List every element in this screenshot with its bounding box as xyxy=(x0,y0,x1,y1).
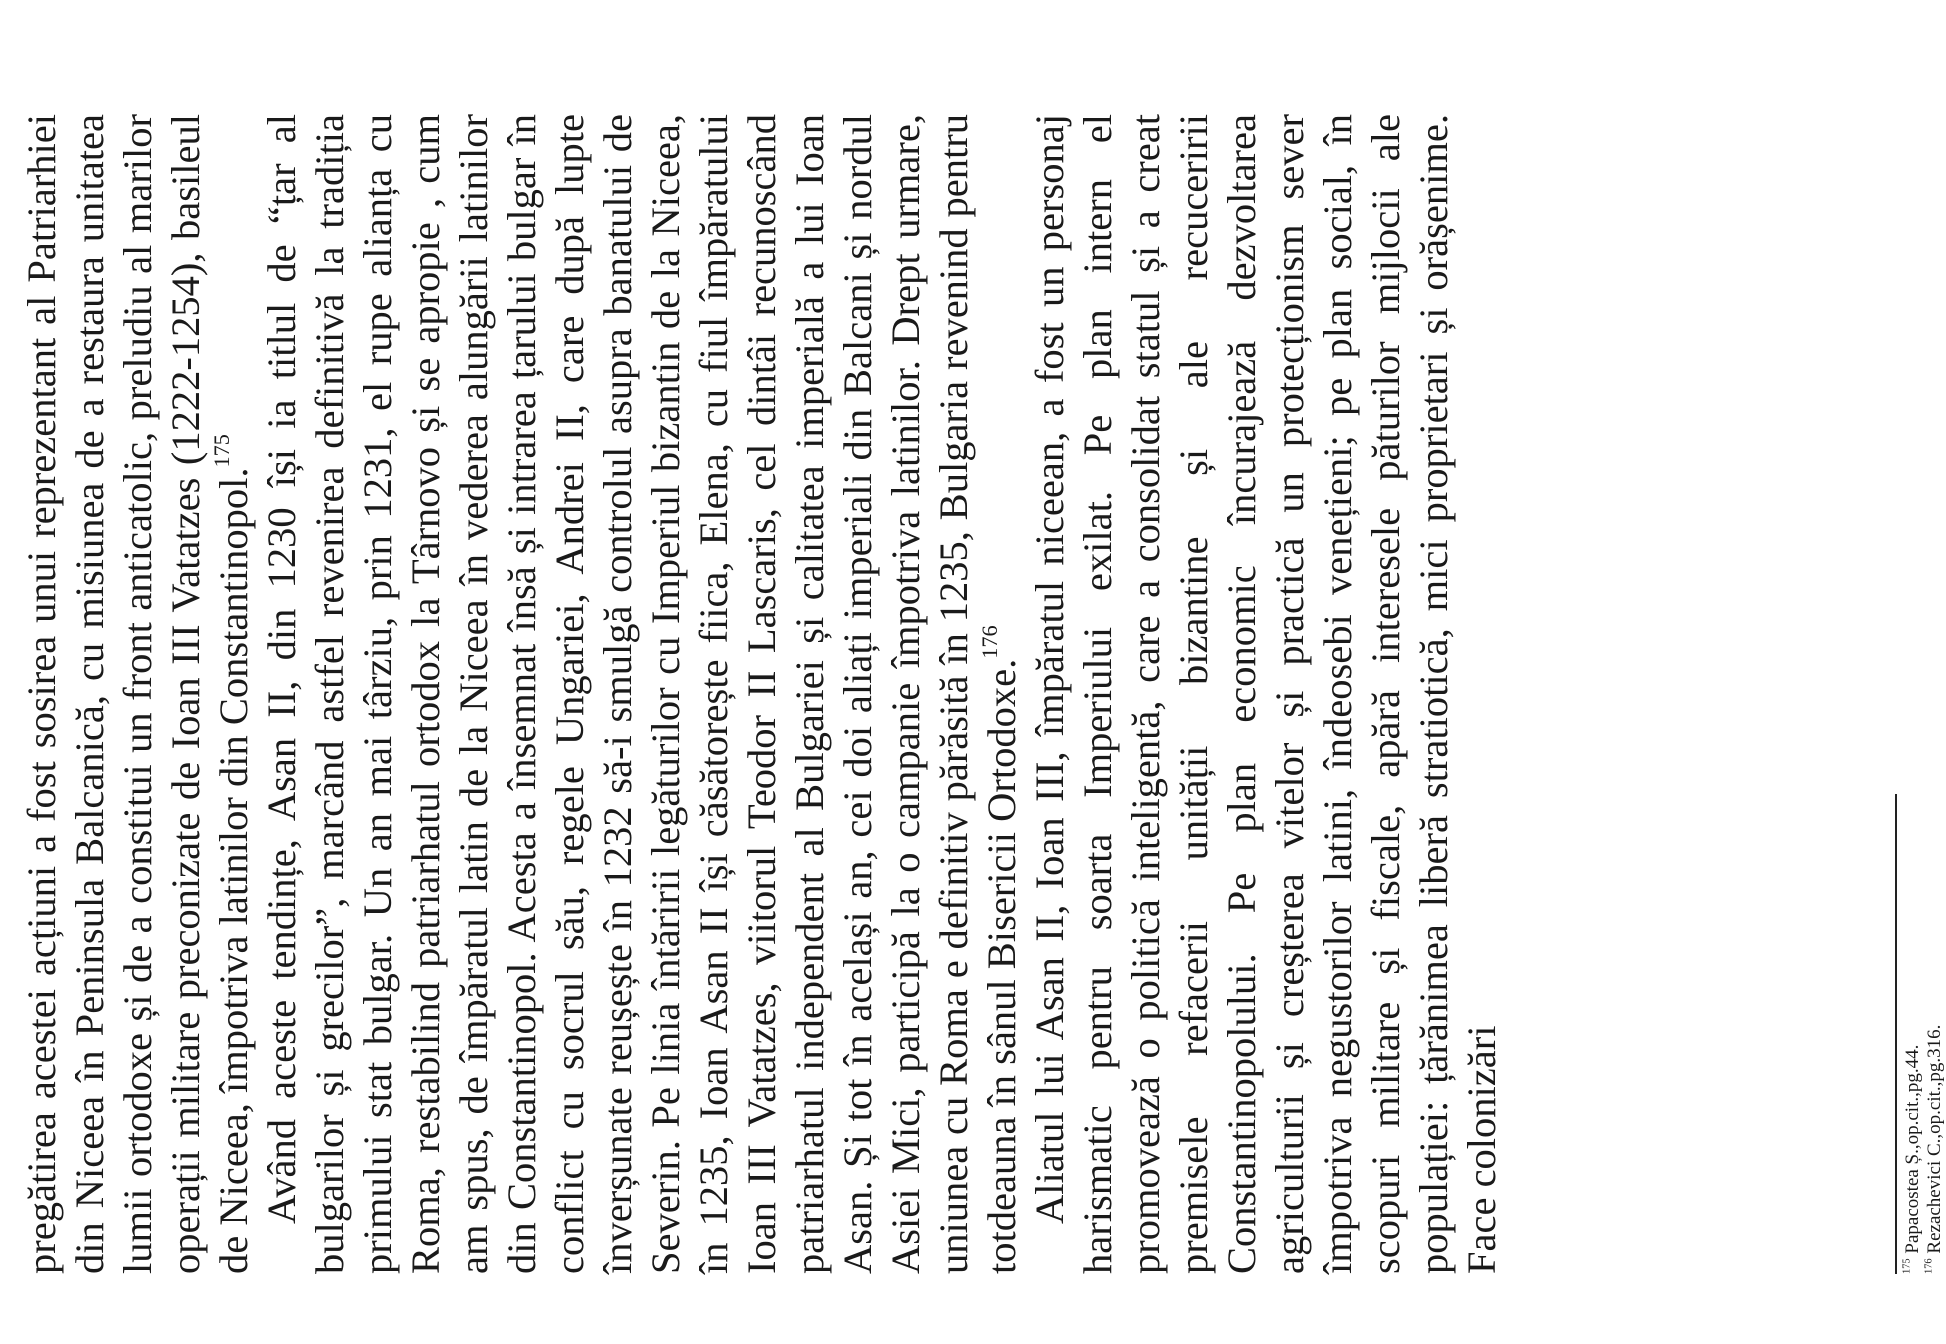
paragraph-3 xyxy=(1026,114,1506,1274)
footnotes xyxy=(1902,174,1946,1274)
footnote-number: 176 xyxy=(1923,1258,1935,1274)
body-text xyxy=(18,114,1506,1274)
footnote-176 xyxy=(1924,174,1946,1274)
footnote-divider xyxy=(1895,794,1897,1274)
paragraph-1 xyxy=(18,114,258,1274)
footnote-ref-176: 176 xyxy=(977,625,1003,659)
footnote-number: 175 xyxy=(1901,1258,1913,1274)
paragraph-1-text: pregătirea acestei acțiuni a fost sosirea unui reprezentant al Patriarhiei din Niceea în Peninsula Balcanică, cu misiunea de a restaura unitatea lumii ortodoxe și de a constitui un front anticatolic, preludiu al marilor operații militare preconizate de Ioan III Vatatzes (1222-1254), basileul de Niceea, împotriva latinilor din Constantinopol. xyxy=(19,114,256,1274)
footnote-ref-175: 175 xyxy=(209,434,235,468)
paragraph-2 xyxy=(258,114,1026,1274)
footnote-text: Papacostea Ș.,op.cit.,pg.44. xyxy=(1902,1044,1923,1254)
footnote-175 xyxy=(1902,174,1924,1274)
footnote-text: Rezachevici C.,op.cit.,pg.316. xyxy=(1924,1024,1945,1254)
paragraph-2-text: Având aceste tendințe, Asan II, din 1230 își ia titlul de “țar al bulgarilor și grecilor”, marcând astfel revenirea definitivă la tradiția primului stat bulgar. Un an mai târziu, prin 1231, el rupe alianța cu Roma, restabilind patriarhatul ortodox la Târnovo și se apropie , cum am spus, de împăratul latin de la Niceea în vederea alungării latinilor din Constantinopol. Acesta a însemnat însă și intrarea țarului bulgar în conflict cu socrul său, regele Ungariei, Andrei II, care după lupte înverșunate reușește în 1232 să-i smulgă controlul asupra banatului de Severin. Pe linia întăririi legăturilor cu Imperiul bizantin de la Niceea, în 1235, Ioan Asan II își căsătorește fiica, Elena, cu fiul împăratului Ioan III Vatatzes, viitorul Teodor II Lascaris, cel dintâi recunoscând patriarhatul independent al Bulgariei și calitatea imperială a lui Ioan Asan. Și tot în același an, cei doi aliați imperiali din Balcani și nordul Asiei Mici, participă la o campanie împotriva latinilor. Drept urmare, uniunea cu Roma e definitiv părăsită în 1235, Bulgaria revenind pentru totdeauna în sânul Bisericii Ortodoxe. xyxy=(259,114,1024,1274)
paragraph-3-text: Aliatul lui Asan II, Ioan III, împăratul niceean, a fost un personaj harismatic pentru soarta Imperiului exilat. Pe plan intern el promovează o politică inteligentă, care a consolidat statul și a creat premisele refacerii unității bizantine și ale recuceririi Constantinopolului. Pe plan economic încurajează dezvoltarea agriculturii și creșterea vitelor și practică un protecționism sever împotriva negustorilor latini, îndeosebi venețieni; pe plan social, în scopuri militare și fiscale, apără interesele păturilor mijlocii ale populației: țărănimea liberă stratiotică, mici proprietari și orășenime. Face colonizări xyxy=(1027,114,1504,1274)
